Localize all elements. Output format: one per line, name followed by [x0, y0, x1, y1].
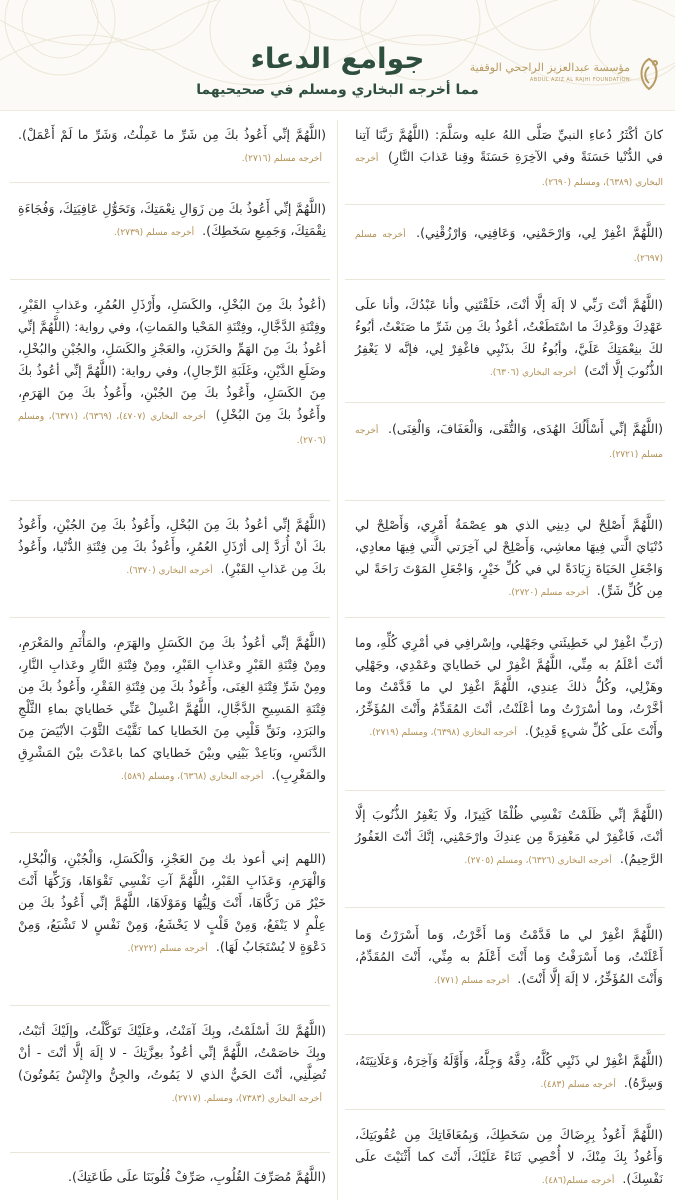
dua-reference: أخرجه البخاري (٧٣٨٣)، ومسلم. (٢٧١٧).	[171, 1094, 322, 1104]
dua-entry	[18, 1166, 326, 1190]
dua-reference: أخرجه مسلم (٢٧٢١).	[355, 426, 663, 460]
dua-entry	[355, 632, 663, 744]
dua-text: (اللَّهُمَّ أنْتَ رَبِّي لا إلَهَ إلَّا أنْتَ، خَلَقْتَنِي وأنا عَبْدُكَ، وأنا علَى عَهْدِكَ ووَعْدِكَ ما اسْتَطَعْتُ، أعُوذُ بكَ مِن شَرِّ ما صَنَعْتُ، أبُوءُ لكَ بنِعْمَتِكَ عَلَيَّ، وأبُوءُ لكَ بذَنْبِي فاغْفِرْ لِي، فإنَّه لا يَغْفِرُ الذُّنُوبَ إلَّا أنْتَ)	[355, 297, 663, 378]
dua-reference: أخرجه البخاري (٦٣٠٦).	[489, 368, 577, 378]
page-title: جوامع الدعاء	[250, 42, 425, 75]
dua-text: (اللَّهُمَّ اغْفِرْ لي ما قَدَّمْتُ وَما أَخَّرْتُ، وَما أَسْرَرْتُ وَما أَعْلَنْتُ، وَما أَسْرَفْتُ وَما أَنْتَ أَعْلَمُ به مِنِّي، أَنْتَ المُقَدِّمُ، وَأَنْتَ المُؤَخِّرُ، لا إلَهَ إلَّا أَنْتَ).	[355, 927, 663, 986]
dua-text: (اللَّهُمَّ إنِّي أَعُوذُ بكَ مِن شَرِّ ما عَمِلْتُ، وَشَرِّ ما لَمْ أَعْمَلْ).	[18, 127, 326, 142]
dua-reference: أخرجه مسلم (٢٧٢٢).	[127, 944, 208, 954]
dua-text: (اللَّهُمَّ إنِّي ظَلَمْتُ نَفْسِي ظُلْمًا كَثِيرًا، ولَا يَغْفِرُ الذُّنُوبَ إلَّا أنْتَ، فَاغْفِرْ لي مَغْفِرَةً مِن عِندِكَ وارْحَمْنِي، إنَّكَ أنْتَ الغَفُورُ الرَّحِيمُ).	[355, 807, 663, 866]
row-divider	[345, 790, 665, 791]
dua-reference: أخرجه البخاري (٦٣٩٨)، ومسلم (٢٧١٩).	[369, 728, 517, 738]
dua-entry	[18, 514, 326, 582]
dua-reference: أخرجه مسلم (٧٧١).	[433, 976, 510, 986]
dua-text: (اللهم إني أعوذ بك مِنَ العَجْزِ، وَالْكَسَلِ، وَالْجُبْنِ، وَالْبُخْلِ، وَالْهَرَمِ، وَعَذَابِ القَبْرِ، اللَّهُمَّ آتِ نَفْسِي تَقْوَاهَا، وَزَكِّهَا أَنْتَ خَيْرُ مَن زَكَّاهَا، أَنْتَ وَلِيُّهَا وَمَوْلَاهَا، اللَّهُمَّ إنِّي أَعُوذُ بكَ مِن عِلْمٍ لا يَنْفَعُ، وَمِنْ قَلْبٍ لا يَخْشَعُ، وَمِنْ نَفْسٍ لا تَشْبَعُ، وَمِنْ دَعْوَةٍ لا يُسْتَجَابُ لَهَا).	[18, 851, 326, 954]
dua-entry	[18, 294, 326, 452]
dua-text: (اللَّهُمَّ أَصْلِحْ لي دِينِي الذي هو عِصْمَةُ أَمْرِي، وَأَصْلِحْ لي دُنْيَايَ الَّتي فِيهَا معاشِي، وَأَصْلِحْ لي آخِرَتي الَّتي فِيهَا معادِي، وَاجْعَلِ الحَيَاةَ زِيَادَةً لي في كُلِّ خَيْرٍ، وَاجْعَلِ المَوْتَ رَاحَةً لي مِن كُلِّ شَرٍّ).	[355, 517, 663, 598]
dua-text: (اللَّهُمَّ اغْفِرْ لي ذَنْبِي كُلَّهُ، دِقَّهُ وَجِلَّهُ، وَأَوَّلَهُ وَآخِرَهُ، وَعَلَانِيَتَهُ، وَسِرَّهُ).	[355, 1053, 663, 1090]
row-divider	[10, 500, 330, 501]
logo-text: مؤسسة عبدالعزيز الراجحي الوقفية	[469, 61, 630, 74]
page-header	[0, 0, 675, 111]
dua-entry	[355, 222, 663, 270]
dua-reference: أخرجه البخاري (٦٣٦٨)، ومسلم (٥٨٩).	[120, 772, 264, 782]
dua-entry	[355, 804, 663, 872]
row-divider	[10, 279, 330, 280]
row-divider	[345, 204, 665, 205]
dua-entry	[355, 418, 663, 466]
dua-reference: أخرجه البخاري (٤٧٠٧)، (٦٣٦٩)، (٦٣٧١)، ومسلم (٢٧٠٦).	[18, 412, 326, 446]
dua-reference: أخرجه البخاري (٦٣٨٩)، ومسلم (٢٦٩٠).	[355, 154, 663, 188]
row-divider	[10, 832, 330, 833]
row-divider	[345, 402, 665, 403]
dua-text: (اللَّهُمَّ اغْفِرْ لِي، وَارْحَمْنِي، وَعَافِنِي، وَارْزُقْنِي).	[416, 225, 663, 240]
logo-subtext: ABDUL AZIZ AL RAJHI FOUNDATION	[529, 77, 630, 83]
content-grid	[0, 112, 675, 1200]
dua-text: كانَ أكْثَرُ دُعاءِ النبيِّ صَلَّى اللهُ عليه وسَلَّمَ: (اللَّهُمَّ رَبَّنَا آتِنا في الدُّنْيا حَسَنَةً وفي الآخِرَةِ حَسَنَةً وقِنا عَذابَ النَّارِ)	[355, 127, 663, 164]
dua-reference: أخرجه مسلم (٤٨٣).	[540, 1080, 616, 1090]
row-divider	[345, 617, 665, 618]
row-divider	[10, 182, 330, 183]
dua-text: (رَبِّ اغْفِرْ لي خَطِيئَتي وجَهْلِي، وإسْرافِي في أمْرِي كُلِّهِ، وما أنْتَ أعْلَمُ به مِنِّي، اللَّهُمَّ اغْفِرْ لي خَطايايَ وعَمْدِي، وجَهْلِي وهَزْلِي، وكُلُّ ذلكَ عِندِي، اللَّهُمَّ اغْفِرْ لي ما قَدَّمْتُ وما أخَّرْتُ، وما أسْرَرْتُ وما أعْلَنْتُ، أنْتَ المُقَدِّمُ وأَنْتَ المُؤَخِّرُ، وأَنْتَ علَى كُلِّ شيءٍ قَدِيرٌ).	[355, 635, 663, 738]
dua-entry	[355, 1124, 663, 1192]
dua-reference: أخرجه البخاري (٦٣٧٠).	[126, 566, 213, 576]
dua-text: (اللَّهُمَّ إنِّي أعُوذُ بكَ مِنَ البُخْلِ، وأَعُوذُ بكَ مِنَ الجُبْنِ، وأَعُوذُ بكَ أنْ أُرَدَّ إلى أرْذَلِ العُمُرِ، وأَعُوذُ بكَ مِن فِتْنَةِ الدُّنْيا، وأَعُوذُ بكَ مِن عَذابِ القَبْرِ).	[18, 517, 326, 576]
logo-mark-icon	[633, 55, 665, 95]
dua-entry	[355, 924, 663, 992]
row-divider	[345, 907, 665, 908]
dua-entry	[355, 124, 663, 194]
dua-reference: أخرجه مسلم(٤٨٦).	[541, 1176, 615, 1186]
page-subtitle: مما أخرجه البخاري ومسلم في صحيحيهما	[196, 82, 479, 98]
dua-text: (اللَّهُمَّ أَعُوذُ بِرِضَاكَ مِن سَخَطِكَ، وَبِمُعَافَاتِكَ مِن عُقُوبَتِكَ، وَأَعُوذُ بِكَ مِنْكَ، لا أُحْصِي ثَنَاءً عَلَيْكَ، أَنْتَ كما أَثْنَيْتَ علَى نَفْسِكَ).	[355, 1127, 663, 1186]
row-divider	[10, 1152, 330, 1153]
dua-entry	[18, 198, 326, 244]
column-divider	[337, 120, 338, 1200]
dua-text: (اللَّهُمَّ إنِّي أَسْأَلُكَ الهُدَى، وَالتُّقَى، وَالْعَفَافَ، وَالْغِنَى).	[387, 421, 663, 436]
dua-text: (اللَّهُمَّ لكَ أسْلَمْتُ، وبِكَ آمَنْتُ، وعَلَيْكَ تَوَكَّلْتُ، وإلَيْكَ أنَبْتُ، وبِكَ خاصَمْتُ، اللَّهُمَّ إنِّي أعُوذُ بعِزَّتِكَ - لا إلَهَ إلَّا أنْتَ - أنْ تُضِلَّنِي، أنْتَ الحَيُّ الذي لا يَمُوتُ، والجِنُّ والإِنْسُ يَمُوتُونَ)	[18, 1023, 326, 1082]
dua-reference: أخرجه مسلم (٢٦٩٧).	[355, 230, 663, 264]
dua-entry	[18, 632, 326, 788]
dua-entry	[355, 514, 663, 604]
dua-text: (اللَّهُمَّ إنِّي أَعُوذُ بكَ مِن زَوَالِ نِعْمَتِكَ، وَتَحَوُّلِ عَافِيَتِكَ، وَفُجَاءَةِ نِقْمَتِكَ، وَجَمِيعِ سَخَطِكَ).	[18, 201, 326, 238]
dua-entry	[18, 124, 326, 170]
foundation-logo	[469, 55, 665, 100]
dua-entry	[355, 1050, 663, 1096]
row-divider	[10, 1005, 330, 1006]
dua-entry	[355, 294, 663, 384]
row-divider	[345, 279, 665, 280]
row-divider	[10, 617, 330, 618]
row-divider	[345, 1034, 665, 1035]
dua-entry	[18, 1020, 326, 1110]
dua-entry	[18, 848, 326, 960]
dua-reference: أخرجه مسلم (٢٧٢٠).	[508, 588, 589, 598]
dua-text: (اللَّهُمَّ إنِّي أعُوذُ بكَ مِنَ الكَسَلِ والهَرَمِ، والمَأْثَمِ والمَغْرَمِ، ومِنْ فِتْنَةِ القَبْرِ وعَذابِ القَبْرِ، ومِنْ فِتْنَةِ النَّارِ وعَذابِ النَّارِ، ومِنْ شَرِّ فِتْنَةِ الغِنَى، وأَعُوذُ بكَ مِن فِتْنَةِ الفَقْرِ، وأَعُوذُ بكَ مِن فِتْنَةِ المَسِيحِ الدَّجَّالِ، اللَّهُمَّ اغْسِلْ عَنِّي خَطايايَ بماءِ الثَّلْجِ والبَرَدِ، ونَقِّ قَلْبِي مِنَ الخَطايا كما نَقَّيْتَ الثَّوْبَ الأبْيَضَ مِنَ الدَّنَسِ، وبَاعِدْ بَيْنِي وبيْنَ خَطايايَ كما باعَدْتَ بيْنَ المَشْرِقِ والمَغْرِبِ).	[18, 635, 326, 782]
dua-text: (أعُوذُ بكَ مِنَ البُخْلِ، والكَسَلِ، وأَرْذَلِ العُمُرِ، وعَذابِ القَبْرِ، وفِتْنَةِ الدَّجَّالِ، وفِتْنَةِ المَحْيا والمَماتِ)، وفي رواية: (اللَّهُمَّ إنِّي أعُوذُ بكَ مِنَ الهَمِّ والحَزَنِ، والعَجْزِ والكَسَلِ، والجُبْنِ والبُخْلِ، وضَلَعِ الدَّيْنِ، وغَلَبَةِ الرِّجالِ)، وفي رواية: (اللَّهُمَّ إنِّي أعُوذُ بكَ مِنَ الكَسَلِ، وأَعُوذُ بكَ مِنَ الجُبْنِ، وأَعُوذُ بكَ مِنَ الهَرَمِ، وأَعُوذُ بكَ مِنَ البُخْلِ)	[18, 297, 326, 422]
row-divider	[345, 1109, 665, 1110]
dua-reference: أخرجه مسلم (٢٧٣٩).	[113, 228, 195, 238]
dua-reference: أخرجه مسلم (٢٧١٦).	[241, 154, 322, 164]
dua-text: (اللَّهُمَّ مُصَرِّفَ القُلُوبِ، صَرِّفْ قُلُوبَنَا علَى طَاعَتِكَ).	[67, 1169, 326, 1184]
dua-reference: أخرجه البخاري (٦٣٢٦)، ومسلم (٢٧٠٥).	[464, 856, 612, 866]
row-divider	[345, 500, 665, 501]
